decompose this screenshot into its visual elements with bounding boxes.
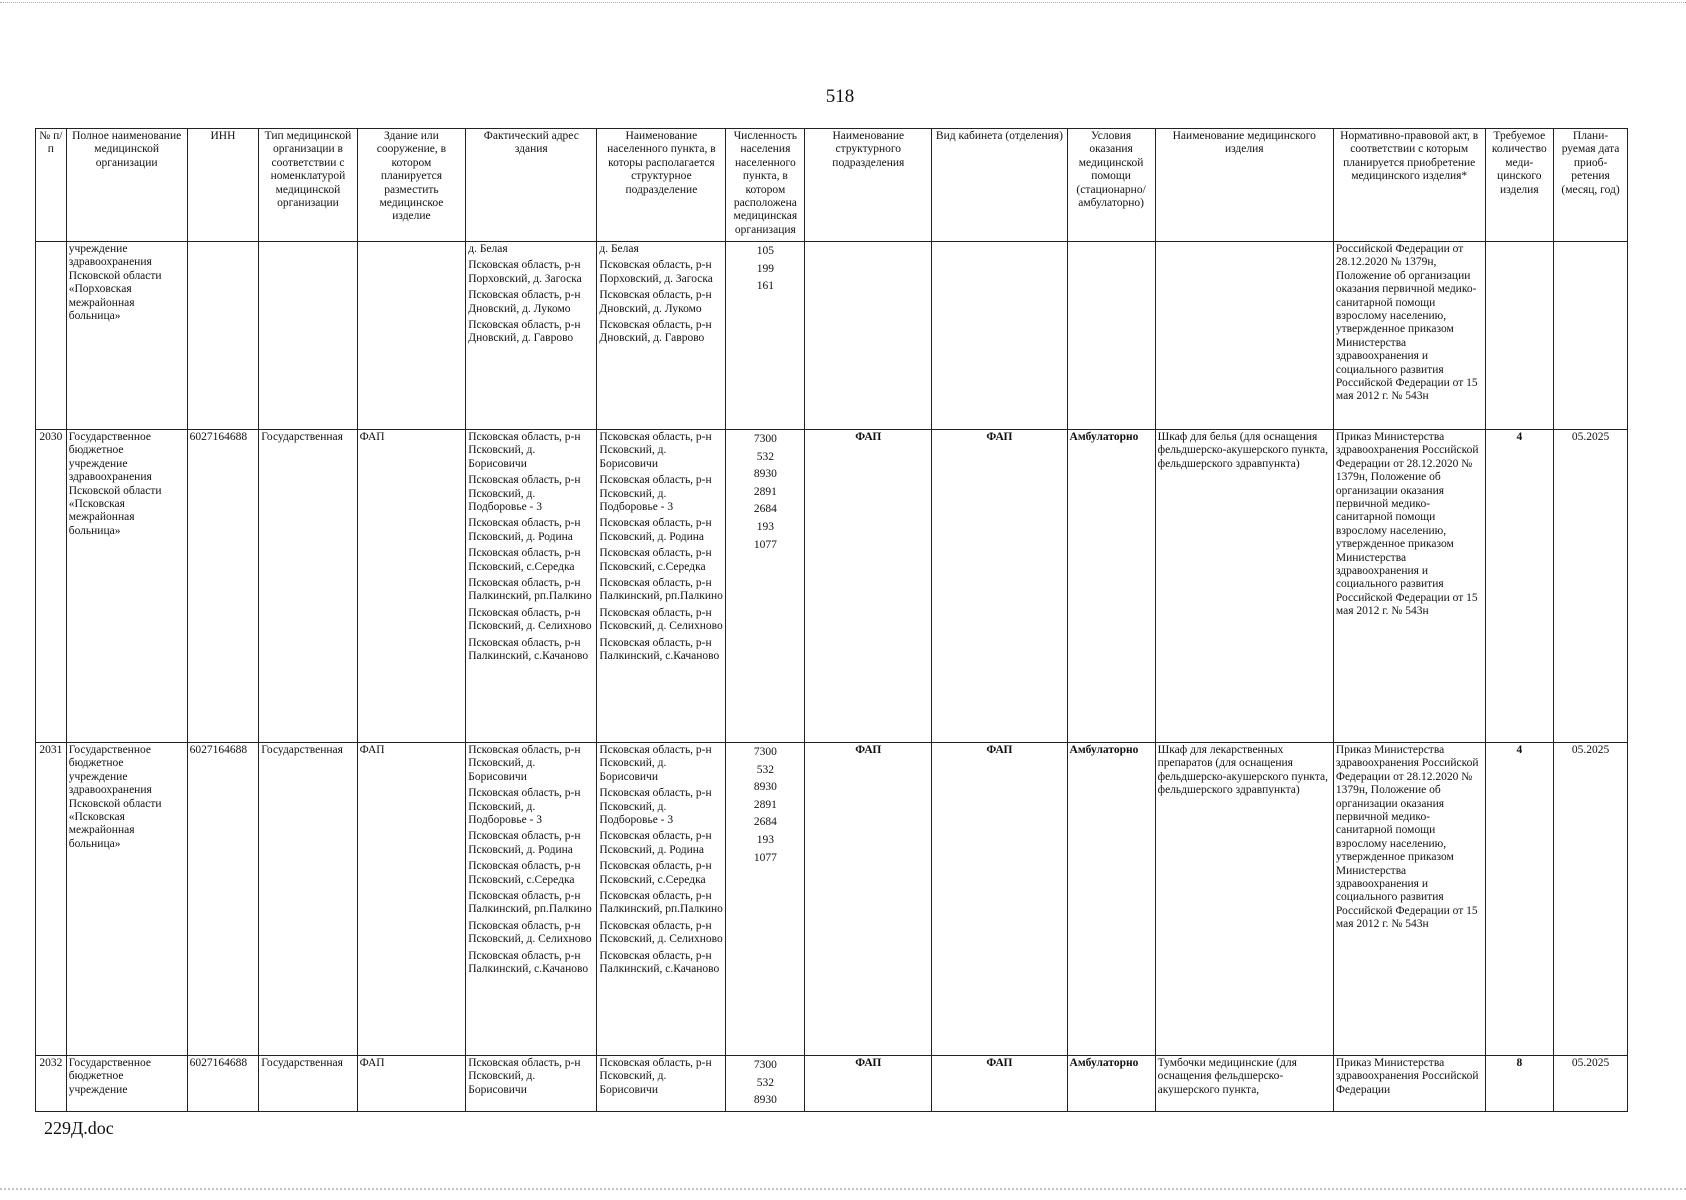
device-name (1155, 242, 1333, 430)
header-cell: Фактический адрес здания (466, 129, 597, 242)
place-item: Псковская область, р-н Псковский, д. Селихново (599, 606, 723, 633)
purchase-date: 05.2025 (1554, 743, 1628, 1056)
care-conditions (1067, 242, 1155, 430)
header-cell: ИНН (187, 129, 259, 242)
address-item: Псковская область, р-н Псковский, д. Родина (468, 517, 581, 543)
purchase-date: 05.2025 (1554, 430, 1628, 743)
cabinet-type: ФАП (932, 743, 1067, 1056)
place-item: Псковская область, р-н Псковский, д. Родина (599, 830, 712, 856)
address-list (466, 242, 597, 430)
building: ФАП (357, 1056, 466, 1112)
place-item: Псковская область, р-н Дновский, д. Гаврово (599, 319, 712, 345)
place-list (597, 743, 726, 1056)
address-list (466, 743, 597, 1056)
building (357, 242, 466, 430)
population-value: 193 (756, 520, 774, 533)
care-conditions: Амбулаторно (1067, 1056, 1155, 1112)
population-value: 2684 (753, 503, 777, 516)
place-item: Псковская область, р-н Псковский, д. Борисовичи (599, 744, 712, 783)
unit-name: ФАП (805, 1056, 932, 1112)
place-item: Псковская область, р-н Дновский, д. Лукомо (599, 289, 712, 315)
place-list (597, 430, 726, 743)
place-item: Псковская область, р-н Псковский, д. Селихново (599, 919, 723, 946)
place-item: Псковская область, р-н Палкинский, рп.Палкино (599, 890, 723, 916)
address-item: Псковская область, р-н Палкинский, рп.Палкино (468, 890, 592, 916)
unit-name: ФАП (805, 743, 932, 1056)
inn: 6027164688 (187, 743, 259, 1056)
purchase-date: 05.2025 (1554, 1056, 1628, 1112)
cabinet-type: ФАП (932, 1056, 1067, 1112)
population-value: 8930 (753, 781, 777, 794)
address-list (466, 1056, 597, 1112)
population-list (726, 430, 805, 743)
device-name: Шкаф для белья (для оснащения фельдшерско-акушерского пункта, фельдшерского здравпункта) (1155, 430, 1333, 743)
care-conditions: Амбулаторно (1067, 743, 1155, 1056)
registry-table (35, 128, 1628, 1112)
address-list (466, 430, 597, 743)
place-item: Псковская область, р-н Псковский, д. Подборовье - 3 (599, 474, 712, 514)
header-cell: Здание или сооружение, в котором планируется разместить медицинское изделие (357, 129, 466, 242)
population-list (726, 743, 805, 1056)
address-item: Псковская область, р-н Псковский, д. Борисовичи (468, 744, 581, 783)
quantity: 4 (1485, 743, 1554, 1056)
row-number: 2032 (36, 1056, 67, 1112)
table-row (36, 743, 1628, 1056)
header-cell: Наименование структурного подразделения (805, 129, 932, 242)
header-cell: Численность населения населенного пункта, в котором расположена медицинская организация (726, 129, 805, 242)
population-value: 1077 (753, 538, 777, 551)
quantity (1485, 242, 1554, 430)
address-item: Псковская область, р-н Псковский, д. Селихново (468, 919, 592, 946)
unit-name: ФАП (805, 430, 932, 743)
header-cell: Вид кабинета (отделения) (932, 129, 1067, 242)
table-row (36, 1056, 1628, 1112)
care-conditions: Амбулаторно (1067, 430, 1155, 743)
place-item: Псковская область, р-н Псковский, с.Середка (599, 547, 712, 573)
population-value: 7300 (753, 746, 777, 758)
address-item: Псковская область, р-н Псковский, д. Родина (468, 830, 581, 856)
population-list (726, 242, 805, 430)
population-value: 2891 (753, 798, 777, 811)
address-item: Псковская область, р-н Псковский, д. Подборовье - 3 (468, 474, 581, 514)
place-item: Псковская область, р-н Псковский, с.Середка (599, 860, 712, 886)
header-row (36, 129, 1628, 242)
building: ФАП (357, 430, 466, 743)
quantity: 4 (1485, 430, 1554, 743)
header-cell: Условия оказания медицинской помощи (стационарно/ амбулаторно) (1067, 129, 1155, 242)
population-value: 7300 (753, 1059, 777, 1071)
population-list (726, 1056, 805, 1112)
org-type: Государственная (259, 430, 357, 743)
population-value: 2684 (753, 816, 777, 829)
place-item: Псковская область, р-н Псковский, д. Подборовье - 3 (599, 787, 712, 827)
header-cell: Тип медицинской организации в соответствии с номенклатурой медицинской организации (259, 129, 357, 242)
population-value: 532 (756, 1076, 774, 1089)
population-value: 532 (756, 450, 774, 463)
header-cell: Нормативно-правовой акт, в соответствии с которым планируется приобретение медицинского изделия* (1333, 129, 1485, 242)
place-list (597, 1056, 726, 1112)
address-item: Псковская область, р-н Палкинский, с.Качаново (468, 949, 589, 976)
population-value: 8930 (753, 1094, 777, 1107)
address-item: Псковская область, р-н Псковский, д. Подборовье - 3 (468, 787, 581, 827)
org-name: Государственное бюджетное учреждение здравоохранения Псковской области «Псковская межрайонная больница» (66, 743, 187, 1056)
table-row (36, 430, 1628, 743)
legal-act: Приказ Министерства здравоохранения Российской Федерации от 28.12.2020 № 1379н, Положение об организации оказания первичной медико-санитарной помощи взрослому населению, утвержденное приказом Министерства здравоохранения и социального развития Российской Федерации от 15 мая 2012 г. № 543н (1333, 743, 1485, 1056)
address-item: д. Белая (468, 243, 508, 255)
population-value: 161 (756, 280, 774, 293)
population-value: 193 (756, 833, 774, 846)
legal-act: Приказ Министерства здравоохранения Российской Федерации от 28.12.2020 № 1379н, Положение об организации оказания первичной медико-санитарной помощи взрослому населению, утвержденное приказом Министерства здравоохранения и социального развития Российской Федерации от 15 мая 2012 г. № 543н (1333, 430, 1485, 743)
page-number: 518 (825, 86, 855, 107)
header-cell: Требуемое количество меди-цинского изделия (1485, 129, 1554, 242)
address-item: Псковская область, р-н Псковский, д. Борисовичи (468, 431, 581, 470)
row-number: 2031 (36, 743, 67, 1056)
address-item: Псковская область, р-н Палкинский, с.Качаново (468, 636, 589, 663)
legal-act: Приказ Министерства здравоохранения Российской Федерации (1333, 1056, 1485, 1112)
address-item: Псковская область, р-н Порховский, д. Загоска (468, 259, 582, 285)
org-type: Государственная (259, 743, 357, 1056)
inn: 6027164688 (187, 1056, 259, 1112)
place-item: Псковская область, р-н Псковский, д. Борисовичи (599, 1057, 712, 1096)
org-type (259, 242, 357, 430)
row-number (36, 242, 67, 430)
address-item: Псковская область, р-н Псковский, д. Селихново (468, 606, 592, 633)
population-value: 7300 (753, 433, 777, 445)
header-cell: Плани-руемая дата приоб-ретения (месяц, год) (1554, 129, 1628, 242)
population-value: 199 (756, 262, 774, 275)
org-type: Государственная (259, 1056, 357, 1112)
quantity: 8 (1485, 1056, 1554, 1112)
building: ФАП (357, 743, 466, 1056)
place-item: Псковская область, р-н Палкинский, рп.Палкино (599, 577, 723, 603)
org-name: Государственное бюджетное учреждение (66, 1056, 187, 1112)
scan-edge-top (0, 2, 1686, 9)
inn: 6027164688 (187, 430, 259, 743)
population-value: 1077 (753, 851, 777, 864)
place-item: Псковская область, р-н Палкинский, с.Качаново (599, 949, 720, 976)
address-item: Псковская область, р-н Псковский, с.Середка (468, 547, 581, 573)
unit-name (805, 242, 932, 430)
place-list (597, 242, 726, 430)
population-value: 2891 (753, 485, 777, 498)
place-item: Псковская область, р-н Палкинский, с.Качаново (599, 636, 720, 663)
place-item: Псковская область, р-н Порховский, д. Загоска (599, 259, 713, 285)
header-cell: Полное наименование медицинской организации (66, 129, 187, 242)
population-value: 8930 (753, 468, 777, 481)
address-item: Псковская область, р-н Псковский, с.Середка (468, 860, 581, 886)
address-item: Псковская область, р-н Дновский, д. Лукомо (468, 289, 581, 315)
address-item: Псковская область, р-н Дновский, д. Гаврово (468, 319, 581, 345)
address-item: Псковская область, р-н Палкинский, рп.Палкино (468, 577, 592, 603)
scan-edge-bottom (0, 1188, 1686, 1198)
header-cell: Наименование населенного пункта, в которы располагается структурное подразделение (597, 129, 726, 242)
cabinet-type: ФАП (932, 430, 1067, 743)
org-name: учреждение здравоохранения Псковской области «Порховская межрайонная больница» (66, 242, 187, 430)
population-value: 532 (756, 763, 774, 776)
inn (187, 242, 259, 430)
place-item: Псковская область, р-н Псковский, д. Борисовичи (599, 431, 712, 470)
table-row (36, 242, 1628, 430)
header-cell: Наименование медицинского изделия (1155, 129, 1333, 242)
device-name: Шкаф для лекарственных препаратов (для оснащения фельдшерско-акушерского пункта, фельдшерского здравпункта) (1155, 743, 1333, 1056)
address-item: Псковская область, р-н Псковский, д. Борисовичи (468, 1057, 581, 1096)
population-value: 105 (756, 245, 774, 257)
purchase-date (1554, 242, 1628, 430)
org-name: Государственное бюджетное учреждение здравоохранения Псковской области «Псковская межрайонная больница» (66, 430, 187, 743)
legal-act: Российской Федерации от 28.12.2020 № 1379н, Положение об организации оказания первичной медико-санитарной помощи взрослому населению, утвержденное приказом Министерства здравоохранения и социального развития Российской Федерации от 15 мая 2012 г. № 543н (1333, 242, 1485, 430)
header-cell: № п/п (36, 129, 67, 242)
device-name: Тумбочки медицинские (для оснащения фельдшерско-акушерского пункта, (1155, 1056, 1333, 1112)
place-item: Псковская область, р-н Псковский, д. Родина (599, 517, 712, 543)
place-item: д. Белая (599, 243, 639, 255)
cabinet-type (932, 242, 1067, 430)
footer-filename: 229Д.doc (44, 1118, 114, 1138)
row-number: 2030 (36, 430, 67, 743)
